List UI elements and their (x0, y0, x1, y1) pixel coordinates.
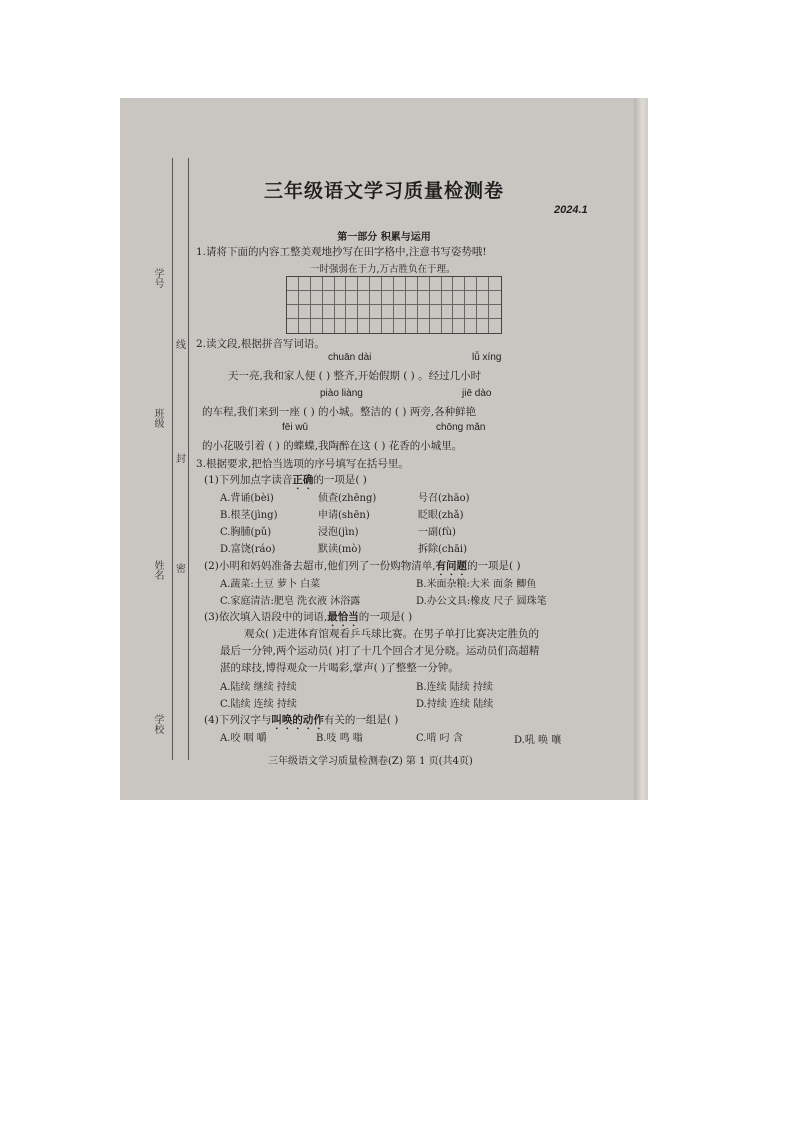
q3-3-stem: (3)依次填入语段中的词语,最恰当的一项是( ) (204, 611, 413, 623)
grid-cell[interactable] (406, 305, 418, 319)
grid-cell[interactable] (453, 291, 465, 305)
grid-cell[interactable] (311, 305, 323, 319)
q3-1-option-b[interactable]: B.根茎(jìng) 申请(shēn) 眨眼(zhǎ) (220, 510, 464, 521)
seal-mark-seal: 封 (176, 454, 186, 465)
pinyin-1: chuān dài (328, 352, 372, 363)
grid-cell[interactable] (370, 319, 382, 333)
grid-cell[interactable] (430, 305, 442, 319)
q3-1-option-a[interactable]: A.背诵(bèi) 侦查(zhēng) 号召(zhāo) (220, 493, 470, 504)
grid-cell[interactable] (477, 291, 489, 305)
q3-3-option-c[interactable]: C.陆续 连续 持续 (220, 699, 297, 710)
grid-cell[interactable] (299, 305, 311, 319)
exam-title: 三年级语文学习质量检测卷 (263, 180, 504, 202)
q3-2-option-c[interactable]: C.家庭清洁:肥皂 洗衣液 沐浴露 (220, 596, 361, 607)
seal-mark-line: 线 (176, 340, 186, 351)
pinyin-6: chōng mǎn (436, 422, 486, 433)
grid-cell[interactable] (406, 319, 418, 333)
grid-cell[interactable] (311, 319, 323, 333)
grid-cell[interactable] (335, 291, 347, 305)
grid-cell[interactable] (418, 305, 430, 319)
grid-cell[interactable] (430, 319, 442, 333)
seal-mark-secret: 密 (176, 564, 186, 575)
grid-cell[interactable] (477, 319, 489, 333)
tianzige-grid[interactable] (286, 276, 502, 334)
part-heading: 第一部分 积累与运用 (337, 232, 431, 243)
pinyin-2: lǚ xíng (472, 352, 502, 363)
grid-cell[interactable] (287, 291, 299, 305)
grid-cell[interactable] (465, 319, 477, 333)
q3-1-stem: (1)下列加点字读音正确的一项是( ) (204, 474, 367, 486)
q3-4-option-d[interactable]: D.吼 唤 嚷 (514, 735, 562, 746)
q3-1-option-d[interactable]: D.富饶(ráo) 默读(mò) 拆除(chāi) (220, 544, 468, 555)
q2-line-3: 的小花吸引着 ( ) 的蝶蝶,我陶醉在这 ( ) 花香的小城里。 (202, 440, 463, 452)
q3-3-option-b[interactable]: B.连续 陆续 持续 (416, 682, 493, 693)
grid-cell[interactable] (335, 277, 347, 291)
q3-1-option-c[interactable]: C.胸脯(pǔ) 浸泡(jìn) 一副(fù) (220, 527, 456, 538)
q2-line-1: 天一亮,我和家人便 ( ) 整齐,开始假期 ( ) 。经过几小时 (228, 370, 482, 382)
grid-cell[interactable] (430, 291, 442, 305)
grid-cell[interactable] (489, 291, 501, 305)
grid-cell[interactable] (442, 319, 454, 333)
q3-4-option-a[interactable]: A.咬 咽 嚼 (220, 733, 267, 744)
grid-cell[interactable] (346, 291, 358, 305)
grid-cell[interactable] (394, 291, 406, 305)
grid-cell[interactable] (465, 277, 477, 291)
q3-4-option-b[interactable]: B.吱 鸣 嗡 (316, 733, 363, 744)
page-footer: 三年级语文学习质量检测卷(Z) 第 1 页(共4页) (268, 756, 473, 767)
grid-cell[interactable] (442, 277, 454, 291)
q3-2-option-b[interactable]: B.米面杂粮:大米 面条 鲫鱼 (416, 579, 537, 590)
grid-cell[interactable] (358, 277, 370, 291)
grid-cell[interactable] (382, 277, 394, 291)
grid-cell[interactable] (311, 291, 323, 305)
grid-cell[interactable] (335, 319, 347, 333)
grid-cell[interactable] (453, 305, 465, 319)
school-label: 学校 (152, 714, 163, 734)
grid-cell[interactable] (453, 277, 465, 291)
q3-2-option-a[interactable]: A.蔬菜:土豆 萝卜 白菜 (220, 579, 321, 590)
margin-line-left (172, 158, 173, 760)
grid-cell[interactable] (370, 291, 382, 305)
grid-cell[interactable] (323, 319, 335, 333)
grid-cell[interactable] (465, 305, 477, 319)
grid-cell[interactable] (346, 305, 358, 319)
grid-cell[interactable] (358, 291, 370, 305)
grid-cell[interactable] (323, 305, 335, 319)
grid-cell[interactable] (442, 305, 454, 319)
q3-3-passage-1: 观众( )走进体育馆观看乒乓球比赛。在男子单打比赛决定胜负的 (244, 628, 540, 640)
q3-4-stem: (4)下列汉字与叫唤的动作有关的一组是( ) (204, 714, 399, 726)
grid-cell[interactable] (418, 277, 430, 291)
paper-edge (634, 98, 648, 800)
grid-cell[interactable] (346, 277, 358, 291)
grid-cell[interactable] (406, 291, 418, 305)
grid-cell[interactable] (477, 305, 489, 319)
grid-cell[interactable] (287, 305, 299, 319)
grid-cell[interactable] (358, 319, 370, 333)
grid-cell[interactable] (323, 277, 335, 291)
grid-cell[interactable] (335, 305, 347, 319)
grid-cell[interactable] (311, 277, 323, 291)
margin-line-right (188, 158, 189, 760)
grid-cell[interactable] (394, 277, 406, 291)
grid-cell[interactable] (453, 319, 465, 333)
pinyin-5: fēi wǔ (282, 422, 309, 433)
grid-cell[interactable] (370, 305, 382, 319)
grid-cell[interactable] (442, 291, 454, 305)
grid-cell[interactable] (382, 319, 394, 333)
grid-cell[interactable] (430, 277, 442, 291)
q3-title: 3.根据要求,把恰当选项的序号填写在括号里。 (196, 458, 409, 470)
q3-3-option-a[interactable]: A.陆续 继续 持续 (220, 682, 297, 693)
q1-sentence: 一时强弱在于力,万古胜负在于理。 (310, 264, 456, 275)
grid-cell[interactable] (394, 319, 406, 333)
grid-cell[interactable] (370, 277, 382, 291)
class-label: 班级 (152, 408, 163, 428)
grid-cell[interactable] (346, 319, 358, 333)
grid-cell[interactable] (418, 291, 430, 305)
grid-cell[interactable] (382, 305, 394, 319)
q1-text: 1.请将下面的内容工整美观地抄写在田字格中,注意书写姿势哦! (196, 246, 487, 258)
q3-4-option-c[interactable]: C.啃 叼 含 (416, 733, 463, 744)
grid-cell[interactable] (406, 277, 418, 291)
q2-title: 2.读文段,根据拼音写词语。 (196, 338, 325, 350)
grid-cell[interactable] (418, 319, 430, 333)
grid-cell[interactable] (489, 305, 501, 319)
grid-cell[interactable] (477, 277, 489, 291)
pinyin-4: jiē dào (462, 388, 492, 399)
grid-cell[interactable] (299, 319, 311, 333)
q3-3-passage-3: 湛的球技,博得观众一片喝彩,掌声( )了整整一分钟。 (220, 662, 459, 674)
grid-cell[interactable] (382, 291, 394, 305)
pinyin-3: piào liàng (320, 388, 363, 399)
grid-cell[interactable] (299, 277, 311, 291)
name-label: 姓名 (152, 560, 163, 580)
grid-cell[interactable] (358, 305, 370, 319)
q2-line-2: 的车程,我们来到一座 ( ) 的小城。整洁的 ( ) 两旁,各种鲜艳 (202, 406, 477, 418)
grid-cell[interactable] (299, 291, 311, 305)
grid-cell[interactable] (465, 291, 477, 305)
grid-cell[interactable] (323, 291, 335, 305)
q3-3-option-d[interactable]: D.持续 连续 陆续 (416, 699, 494, 710)
scanned-page (120, 98, 648, 800)
grid-cell[interactable] (287, 277, 299, 291)
grid-cell[interactable] (489, 319, 501, 333)
grid-cell[interactable] (394, 305, 406, 319)
q3-2-stem: (2)小明和妈妈准备去超市,他们列了一份购物清单,有问题的一项是( ) (204, 560, 521, 572)
student-no-label: 学号 (152, 268, 163, 288)
grid-cell[interactable] (489, 277, 501, 291)
grid-cell[interactable] (287, 319, 299, 333)
q3-2-option-d[interactable]: D.办公文具:橡皮 尺子 圆珠笔 (416, 596, 547, 607)
exam-date: 2024.1 (554, 204, 588, 216)
q3-3-passage-2: 最后一分钟,两个运动员( )打了十几个回合才见分晓。运动员们高超精 (220, 645, 540, 657)
